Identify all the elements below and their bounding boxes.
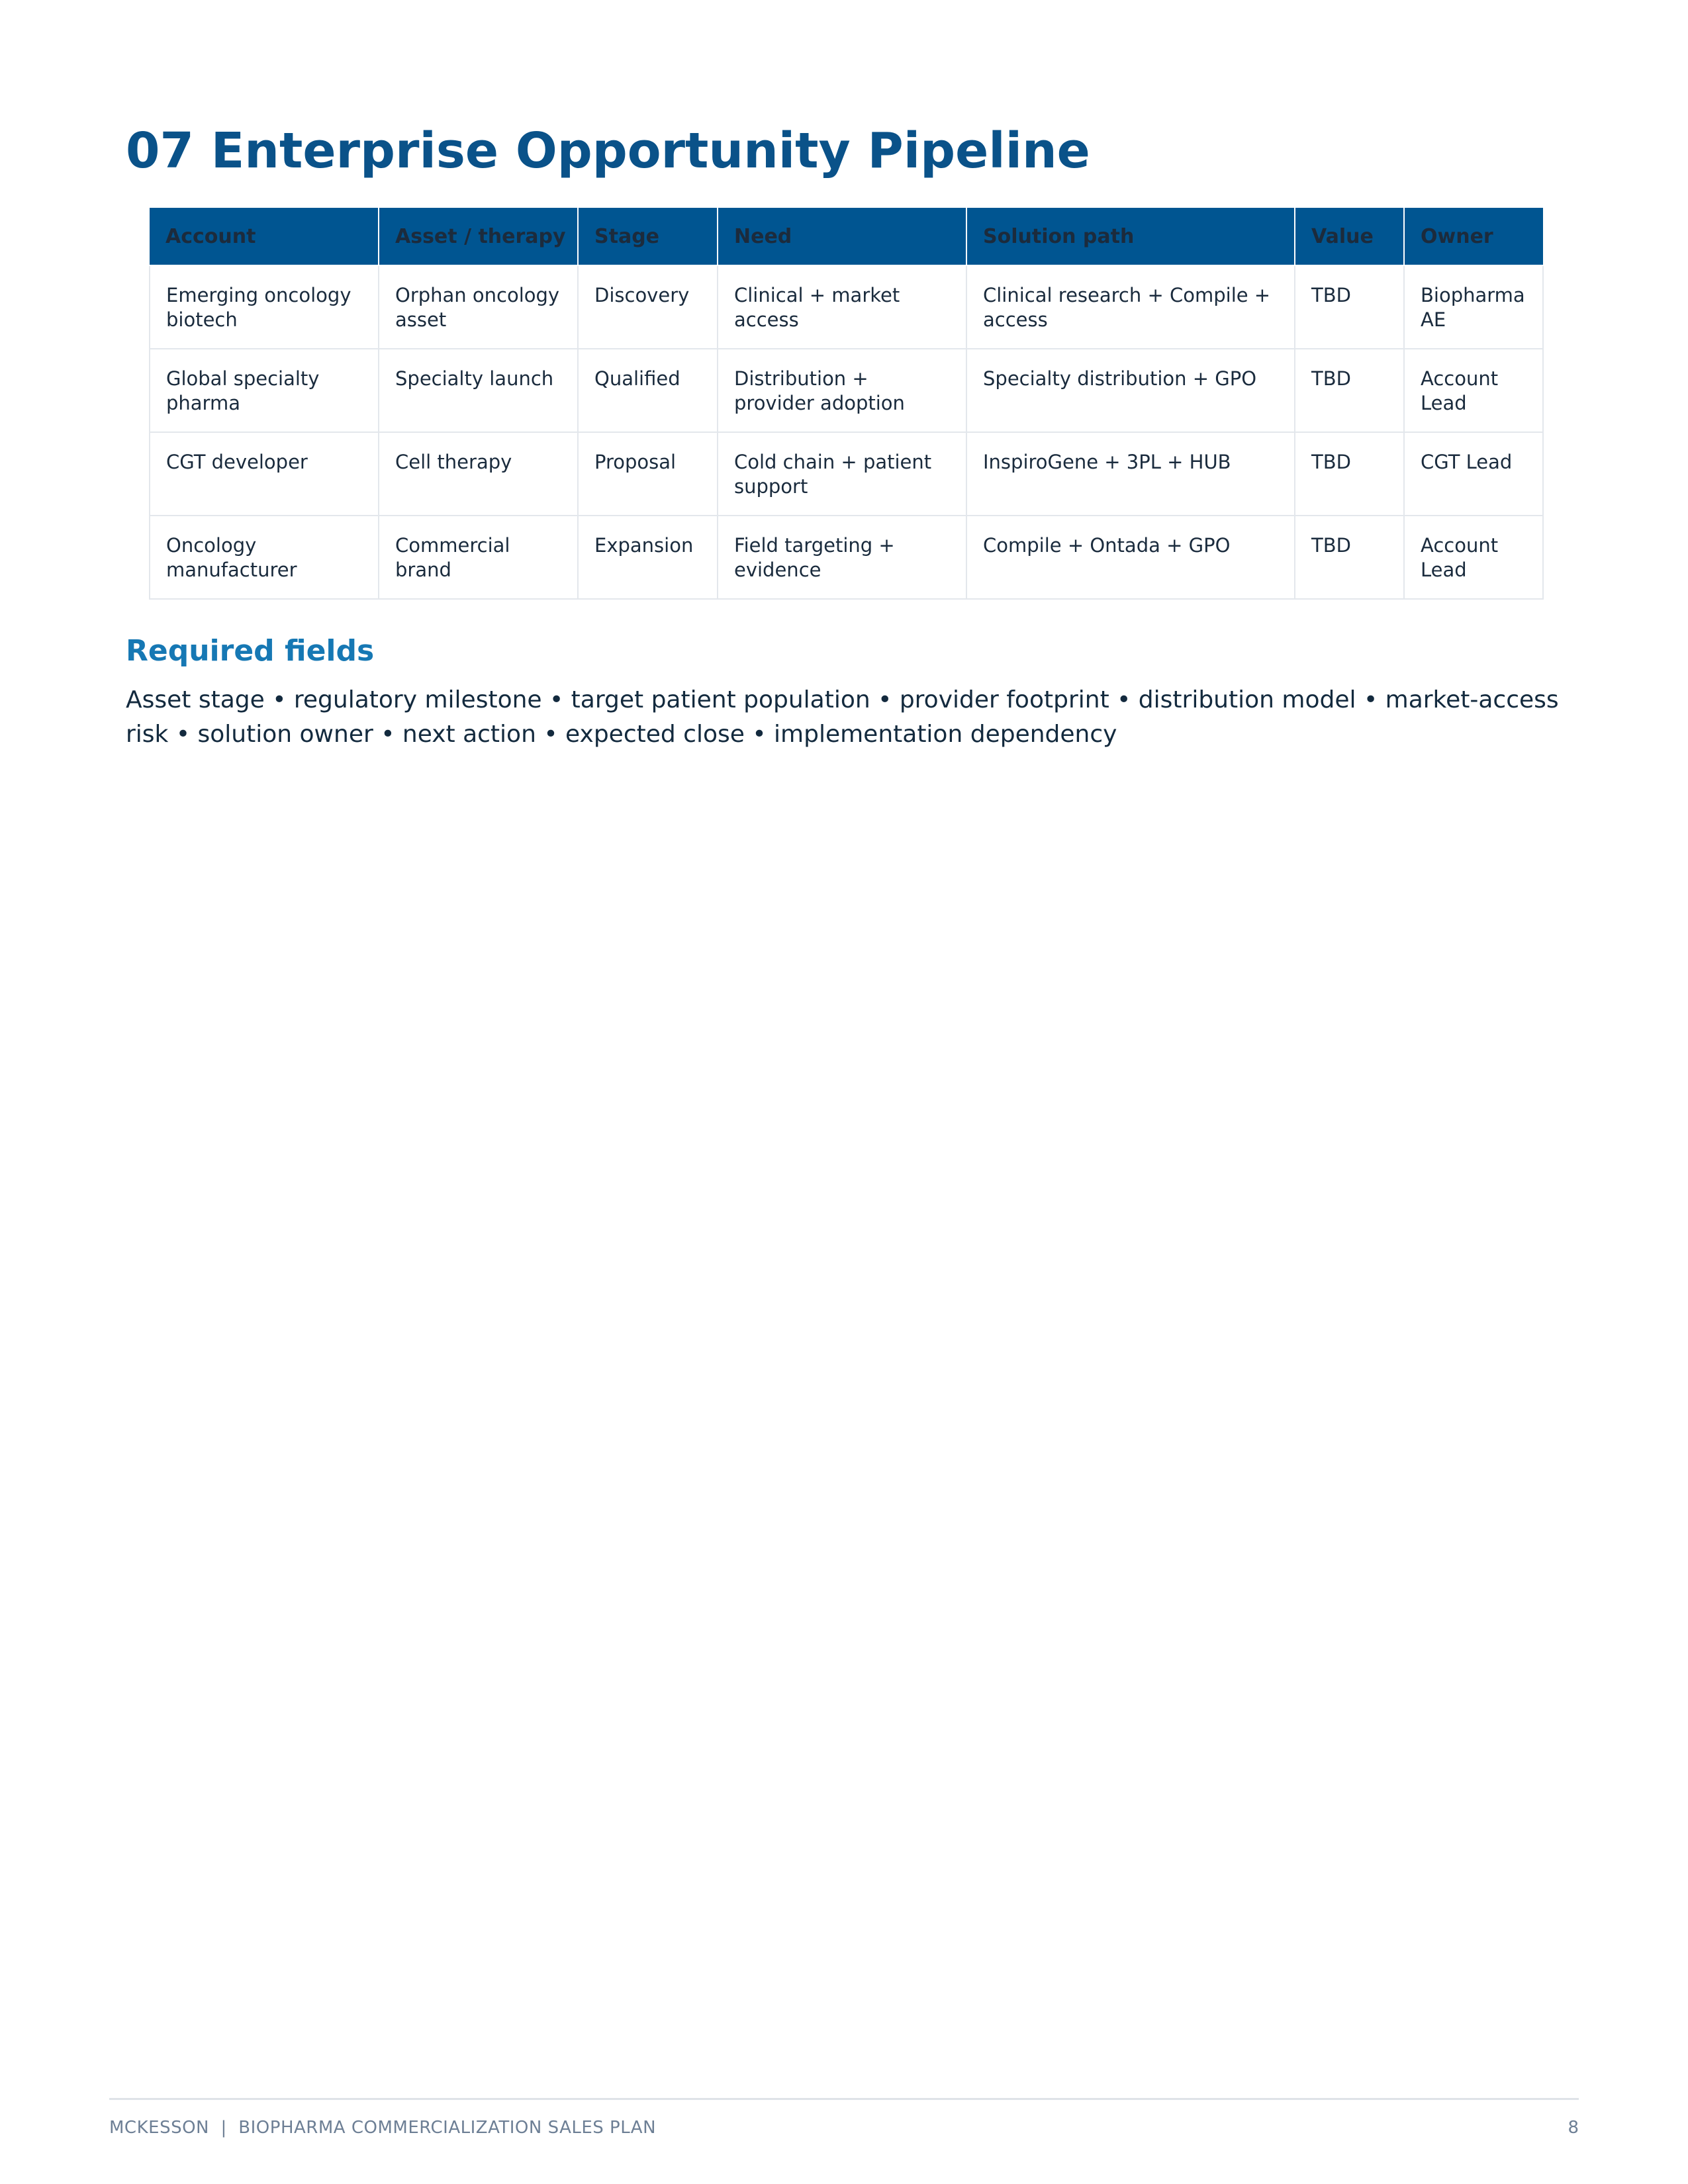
- cell-need: Distribution + provider adoption: [718, 349, 966, 432]
- cell-account: Global specialty pharma: [150, 349, 379, 432]
- cell-need: Field targeting + evidence: [718, 516, 966, 599]
- opportunity-pipeline-table: [149, 208, 1544, 600]
- table-row: [150, 349, 1543, 432]
- cell-value: TBD: [1295, 349, 1404, 432]
- column-header-owner: Owner: [1404, 208, 1543, 265]
- table-row: [150, 432, 1543, 516]
- cell-owner: Account Lead: [1404, 516, 1543, 599]
- column-header-value: Value: [1295, 208, 1404, 265]
- cell-asset-therapy: Orphan oncology asset: [379, 265, 578, 349]
- cell-value: TBD: [1295, 265, 1404, 349]
- cell-need: Clinical + market access: [718, 265, 966, 349]
- cell-owner: Account Lead: [1404, 349, 1543, 432]
- cell-solution-path: InspiroGene + 3PL + HUB: [966, 432, 1295, 516]
- table-header-row: [150, 208, 1543, 265]
- cell-owner: CGT Lead: [1404, 432, 1543, 516]
- column-header-asset-therapy: Asset / therapy: [379, 208, 578, 265]
- cell-need: Cold chain + patient support: [718, 432, 966, 516]
- cell-solution-path: Clinical research + Compile + access: [966, 265, 1295, 349]
- footer-document-title: MCKESSON | BIOPHARMA COMMERCIALIZATION SALES PLAN: [109, 2118, 657, 2138]
- footer-page-number: 8: [1568, 2118, 1579, 2138]
- table-row: [150, 516, 1543, 599]
- table-row: [150, 265, 1543, 349]
- cell-account: Emerging oncology biotech: [150, 265, 379, 349]
- footer-divider: [109, 2098, 1579, 2100]
- required-fields-heading: Required fields: [126, 634, 375, 668]
- column-header-stage: Stage: [578, 208, 718, 265]
- cell-solution-path: Specialty distribution + GPO: [966, 349, 1295, 432]
- column-header-need: Need: [718, 208, 966, 265]
- column-header-account: Account: [150, 208, 379, 265]
- cell-asset-therapy: Cell therapy: [379, 432, 578, 516]
- cell-stage: Proposal: [578, 432, 718, 516]
- cell-account: Oncology manufacturer: [150, 516, 379, 599]
- required-fields-text: Asset stage • regulatory milestone • target patient population • provider footprint • distribution model • market-access risk • solution owner • next action • expected close • implementation dependency: [126, 686, 1559, 748]
- cell-value: TBD: [1295, 432, 1404, 516]
- cell-asset-therapy: Commercial brand: [379, 516, 578, 599]
- page-title: 07 Enterprise Opportunity Pipeline: [126, 122, 1090, 179]
- cell-stage: Qualified: [578, 349, 718, 432]
- cell-stage: Expansion: [578, 516, 718, 599]
- column-header-solution-path: Solution path: [966, 208, 1295, 265]
- cell-asset-therapy: Specialty launch: [379, 349, 578, 432]
- cell-value: TBD: [1295, 516, 1404, 599]
- cell-owner: Biopharma AE: [1404, 265, 1543, 349]
- cell-account: CGT developer: [150, 432, 379, 516]
- cell-stage: Discovery: [578, 265, 718, 349]
- cell-solution-path: Compile + Ontada + GPO: [966, 516, 1295, 599]
